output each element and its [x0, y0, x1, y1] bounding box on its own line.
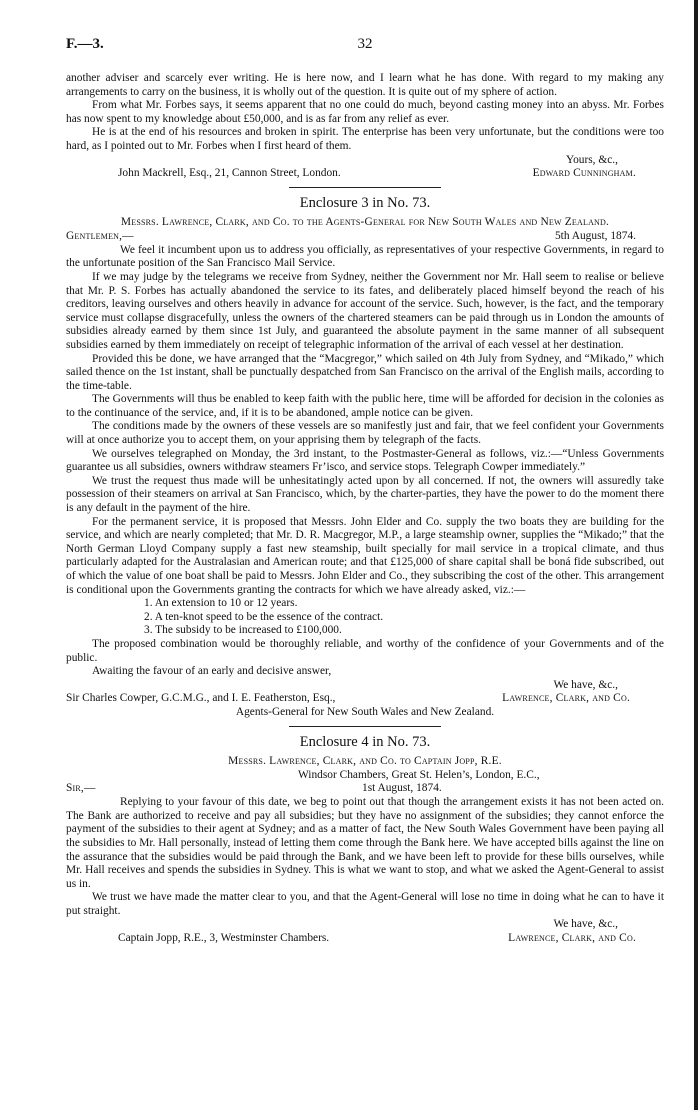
body-paragraph: We trust the request thus made will be unhesitatingly acted upon by all concerned. If not, the owners will assuredly take possession of their steamers on arrival at San Francisco, which, by the charter-parties, they have the power to do the moment there is any default in the payment of the hire. [66, 474, 664, 515]
body-paragraph: For the permanent service, it is proposed that Messrs. John Elder and Co. supply the two boats they are building for the service, and which are nearly completed; that Mr. D. R. Macgregor, M.P., a large steamship owner, supplies the “Mikado;” that the North German Lloyd Company supply a fast new steamship, built specially for mail service in a tropical climate, and thus particularly adapted for the Australasian and American route; and that £125,000 of share capital shall be boná fide subscribed, out of which the value of one boat shall be paid to Messrs. John Elder and Co., they subscribing the cost of the other. This arrangement is conditional upon the Governments granting the contracts for which we have already asked, viz.:— [66, 515, 664, 596]
document-reference: F.—3. [66, 36, 104, 52]
sender-address: Windsor Chambers, Great St. Helen’s, London, E.C., [298, 768, 540, 781]
letter-date: 5th August, 1874. [554, 229, 636, 242]
enclosure-3-subtitle: Messrs. Lawrence, Clark, and Co. to the Agents-General for New South Wales and New Zealand. [120, 216, 610, 229]
letter-closing: Yours, &c., [565, 153, 618, 166]
body-paragraph: Awaiting the favour of an early and decisive answer, [92, 665, 332, 678]
letter-signer: Lawrence, Clark, and Co. [502, 692, 630, 705]
section-divider [289, 726, 441, 727]
page-number: 32 [357, 36, 373, 52]
page-header [66, 38, 664, 58]
letter-addressee: John Mackrell, Esq., 21, Cannon Street, London. [118, 167, 341, 180]
letter-signature-row [66, 692, 664, 706]
intro-paragraph: From what Mr. Forbes says, it seems apparent that no one could do much, beyond casting money into an abyss. Mr. Forbes has now spent to my knowledge about £50,000, and is as far from any relief as ever. [66, 99, 664, 125]
body-paragraph: If we may judge by the telegrams we receive from Sydney, neither the Government nor Mr. Hall seem to realise or believe that Mr. P. S. Forbes has actually abandoned the service to its fates, and deliberately placed himself beyond the reach of his creditors, leaving ourselves and others heavily in advance for account of the service. Such, however, is the fact, and the temporary service must collapse disgracefully, unless the owners of the chartered steamers can be paid through us in London the amounts of subsidies already earned by them since 1st July, and guaranteed the absolute payment in the same manner of all subsequent subsidies earned by them immediately on receipt of telegraphic information of the arrival of each vessel at her destination. [66, 270, 664, 351]
enclosure-4-subtitle: Messrs. Lawrence, Clark, and Co. to Captain Jopp, R.E. [228, 754, 502, 767]
letter-signature-row [66, 167, 664, 181]
list-item: 2. A ten-knot speed to be the essence of the contract. [144, 610, 384, 623]
body-paragraph: The conditions made by the owners of these vessels are so manifestly just and fair, that we feel confident your Governments will at once authorize you to accept them, on your apprising them by telegraph of the facts. [66, 420, 664, 447]
intro-paragraph: another adviser and scarcely ever writing. He is here now, and I learn what he has done. With regard to my making any arrangements to carry on the business, it is wholly out of the question. It is quite out of my sphere of action. [66, 72, 664, 98]
salutation-row [66, 782, 664, 796]
section-divider [289, 187, 441, 188]
body-paragraph: Provided this be done, we have arranged that the “Macgregor,” which sailed on 4th July from Sydney, and “Mikado,” which sailed thence on the 1st instant, shall be punctually despatched from San Francisco on the arrival of the English mails, according to the time-table. [66, 352, 664, 392]
body-paragraph: We feel it incumbent upon us to address you officially, as representatives of your respective Governments, in regard to the unfortunate position of the San Francisco Mail Service. [66, 243, 664, 270]
enclosure-3-title: Enclosure 3 in No. 73. [299, 195, 431, 212]
intro-paragraph: He is at the end of his resources and broken in spirit. The enterprise has been very unfortunate, but the conditions were too hard, as I pointed out to Mr. Forbes when I first heard of them. [66, 126, 664, 152]
letter-addressee: Captain Jopp, R.E., 3, Westminster Chambers. [118, 932, 330, 945]
letter-signer: Edward Cunningham. [532, 167, 636, 180]
list-item: 1. An extension to 10 or 12 years. [144, 597, 298, 610]
enclosure-4-title: Enclosure 4 in No. 73. [299, 733, 431, 750]
letter-closing: We have, &c., [553, 678, 618, 691]
letter-signer: Lawrence, Clark, and Co. [508, 932, 636, 945]
body-paragraph: We ourselves telegraphed on Monday, the 3rd instant, to the Postmaster-General as follows, viz.:—“Unless Governments guarantee us all subsidies, owners withdraw steamers Fr’isco, and service stops. Telegraph Cowper immediately.” [66, 447, 664, 474]
letter-addressee-line2: Agents-General for New South Wales and New Zealand. [235, 706, 495, 719]
letter-closing: We have, &c., [553, 918, 618, 931]
letter-date: 1st August, 1874. [362, 782, 442, 795]
body-paragraph: The proposed combination would be thoroughly reliable, and worthy of the confidence of your Governments and of the public. [66, 637, 664, 664]
list-item: 3. The subsidy to be increased to £100,000. [144, 624, 342, 637]
letter-addressee: Sir Charles Cowper, G.C.M.G., and I. E. Featherston, Esq., [66, 692, 336, 705]
salutation: Gentlemen,— [66, 229, 134, 242]
body-paragraph: Replying to your favour of this date, we beg to point out that though the arrangement exists it has not been acted on. The Bank are authorized to receive and pay all subsidies; but they have no assignment of the subsidies; they cannot enforce the payment of the subsidies to their agent at Sydney; and as a matter of fact, the New South Wales Government have been paying all the subsidies to Mr. Hall personally, instead of letting them come through the Bank here. We have accepted bills against the line on the assurance that the subsidies would be paid through the Bank, and we have been left to provide for these bills ourselves, while Mr. Hall receives and spends the subsidies in Sydney. This is what we want to stop, and what we asked the Agent-General to assist us in. [66, 796, 664, 890]
salutation: Sir,— [66, 782, 96, 795]
body-paragraph: We trust we have made the matter clear to you, and that the Agent-General will lose no time in doing what he can to have it put straight. [66, 891, 664, 917]
page-edge-shadow [694, 0, 698, 1110]
salutation-row [66, 230, 664, 244]
letter-signature-row [66, 932, 664, 946]
page-body [66, 72, 664, 946]
body-paragraph: The Governments will thus be enabled to keep faith with the public here, time will be afforded for decision in the colonies as to the continuance of the service, and, if it is to be abandoned, ample notice can be given. [66, 393, 664, 419]
